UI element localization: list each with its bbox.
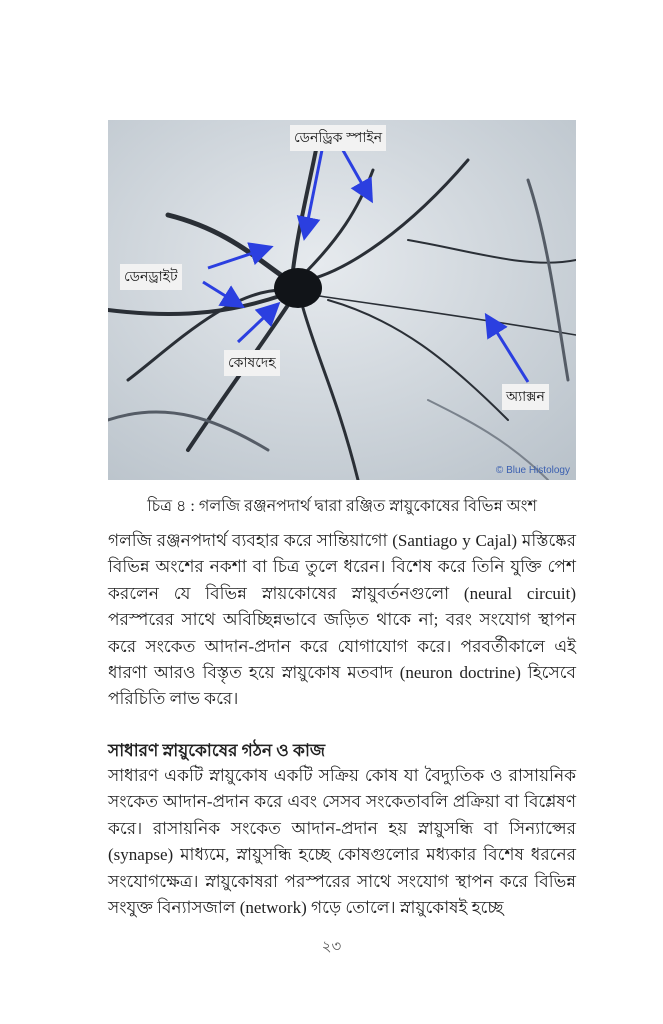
label-axon: অ্যাক্সন xyxy=(502,384,549,410)
label-cell-body: কোষদেহ xyxy=(224,350,280,376)
paragraph-2: সাধারণ একটি স্নায়ুকোষ একটি সক্রিয় কোষ যা বৈদ্যুতিক ও রাসায়নিক সংকেত আদান-প্রদান করে এবং সেসব সংকেতাবলি প্রক্রিয়া বা বিশ্লেষণ করে। রাসায়নিক সংকেত আদান-প্রদান হয় স্নায়ুসন্ধি বা সিন্যাপ্সের (synapse) মাধ্যমে, স্নায়ুসন্ধি হচ্ছে কোষগুলোর মধ্যকার বিশেষ ধরনের সংযোগক্ষেত্র। স্নায়ুকোষরা পরস্পরের সাথে সংযোগ স্থাপন করে বিভিন্ন সংযুক্ত বিন্যাসজাল (network) গড়ে তোলে। স্নায়ুকোষই হচ্ছে xyxy=(108,766,576,918)
figure-caption: চিত্র ৪ : গলজি রঞ্জনপদার্থ দ্বারা রঞ্জিত স্নায়ুকোষের বিভিন্ন অংশ xyxy=(147,498,537,515)
section-heading: সাধারণ স্নায়ুকোষের গঠন ও কাজ xyxy=(108,741,326,760)
label-dendrite: ডেনড্রাইট xyxy=(120,264,182,290)
page-number: ২৩ xyxy=(321,939,342,955)
paragraph-1: গলজি রঞ্জনপদার্থ ব্যবহার করে সান্তিয়াগো (Santiago y Cajal) মস্তিষ্কের বিভিন্ন অংশের নকশা বা চিত্র তুলে ধরেন। বিশেষ করে তিনি যুক্তি পেশ করলেন যে বিভিন্ন স্নায়কোষের স্নায়ুবর্তনগুলো (neural circuit) পরস্পরের সাথে অবিচ্ছিন্নভাবে জড়িত থাকে না; বরং সংযোগ স্থাপন করে সংকেত আদান-প্রদান করে যোগাযোগ করে। পরবর্তীকালে এই ধারণা আরও বিস্তৃত হয়ে স্নায়ুকোষ মতবাদ (neuron doctrine) হিসেবে পরিচিতি লাভ করে। xyxy=(108,531,576,709)
neuron-illustration xyxy=(108,120,576,480)
label-dendritic-spine: ডেনড্রিক স্পাইন xyxy=(290,125,386,151)
cell-body-shape xyxy=(274,268,322,308)
image-credit: © Blue Histology xyxy=(495,465,570,476)
neuron-micrograph xyxy=(108,120,576,480)
